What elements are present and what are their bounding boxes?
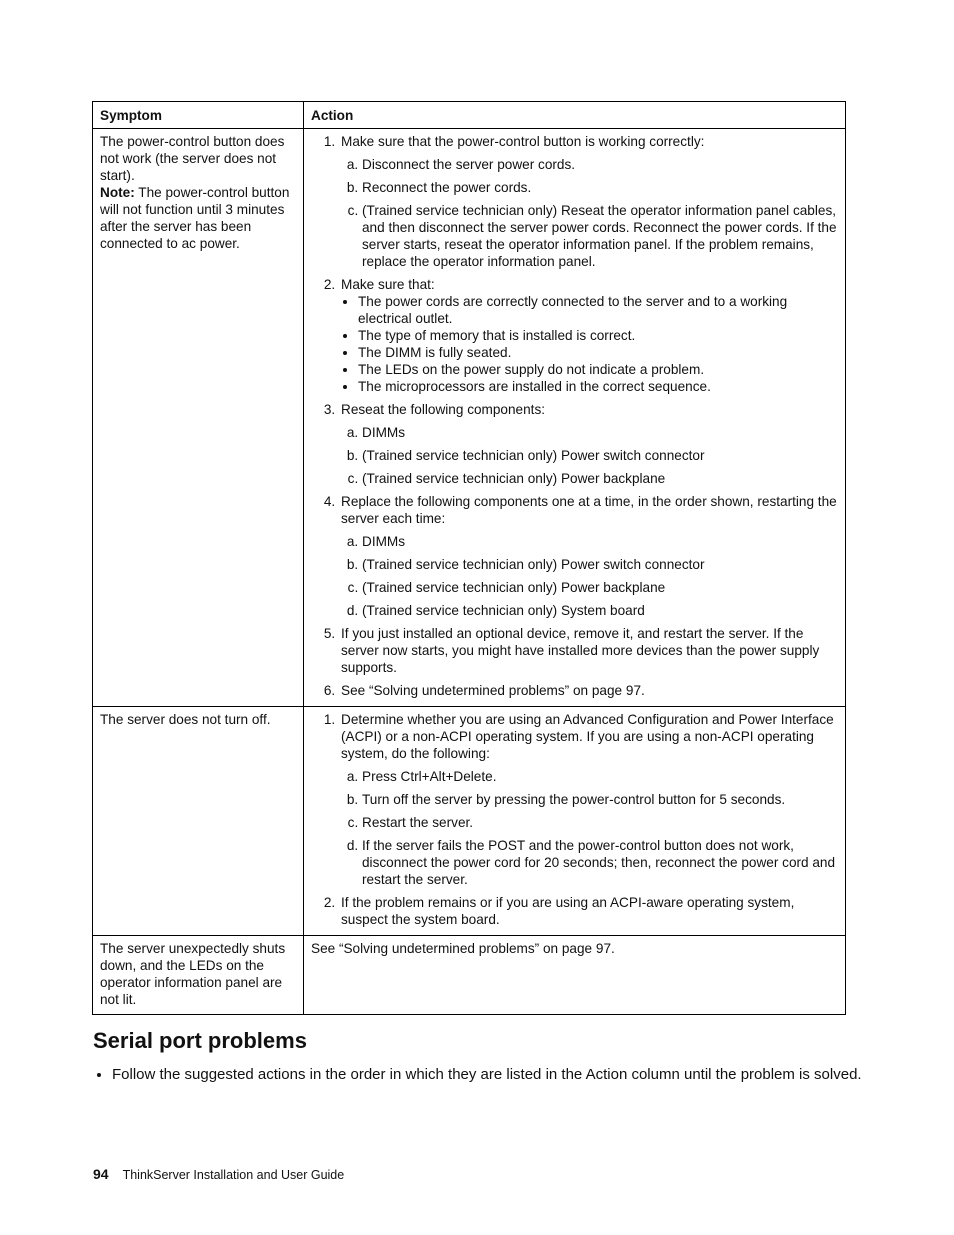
sub-step: a. Disconnect the server power cords.	[362, 156, 838, 173]
step-text: If the problem remains or if you are using an ACPI-aware operating system, suspect the system board.	[341, 895, 795, 927]
table-row	[93, 129, 846, 707]
sub-steps	[341, 533, 838, 619]
sub-step: a. Press Ctrl+Alt+Delete.	[362, 768, 838, 785]
bullet-list	[341, 293, 838, 395]
note-text: The power-control button will not function until 3 minutes after the server has been connected to ac power.	[100, 185, 290, 251]
footer-title: ThinkServer Installation and User Guide	[122, 1168, 345, 1182]
action-cell	[304, 707, 846, 936]
action-cell	[304, 936, 846, 1015]
step-text: Make sure that the power-control button is working correctly:	[341, 134, 705, 149]
table-header-row	[93, 102, 846, 129]
page-number: 94	[93, 1166, 109, 1182]
step	[339, 682, 838, 699]
bullet-item: • The power cords are correctly connected to the server and to a working electrical outlet.	[358, 293, 838, 327]
action-steps	[311, 711, 838, 928]
sub-step: b. (Trained service technician only) Power switch connector	[362, 447, 838, 464]
header-action: Action	[304, 102, 846, 129]
table-row	[93, 707, 846, 936]
step	[339, 493, 838, 619]
sub-step: c. Restart the server.	[362, 814, 838, 831]
sub-step: b. Reconnect the power cords.	[362, 179, 838, 196]
symptom-cell	[93, 707, 304, 936]
symptom-text: The server unexpectedly shuts down, and the LEDs on the operator information panel are not lit.	[100, 941, 286, 1007]
note	[100, 184, 296, 252]
bullet-item: • The DIMM is fully seated.	[358, 344, 838, 361]
sub-step: b. Turn off the server by pressing the power-control button for 5 seconds.	[362, 791, 838, 808]
sub-step: d. If the server fails the POST and the power-control button does not work, disconnect the power cord for 20 seconds; then, reconnect the power cord and restart the server.	[362, 837, 838, 888]
symptom-text: The power-control button does not work (the server does not start).	[100, 134, 285, 183]
step	[339, 133, 838, 270]
step	[339, 711, 838, 888]
symptom-cell	[93, 936, 304, 1015]
step	[339, 276, 838, 395]
sub-step: b. (Trained service technician only) Power switch connector	[362, 556, 838, 573]
step	[339, 625, 838, 676]
sub-steps	[341, 424, 838, 487]
note-label: Note:	[100, 185, 135, 200]
sub-step: c. (Trained service technician only) Reseat the operator information panel cables, and then disconnect the server power cords. Reconnect the power cords. If the server starts, reseat the operator information panel. If the problem remains, replace the operator information panel.	[362, 202, 838, 270]
bullet-item: • The type of memory that is installed is correct.	[358, 327, 838, 344]
section-bullet-list	[93, 1066, 868, 1084]
sub-steps	[341, 768, 838, 888]
table-row	[93, 936, 846, 1015]
step-text: Make sure that:	[341, 277, 435, 292]
symptom-text: The server does not turn off.	[100, 712, 271, 727]
step-text: Replace the following components one at a time, in the order shown, restarting the server each time:	[341, 494, 837, 526]
action-steps	[311, 133, 838, 699]
header-symptom: Symptom	[93, 102, 304, 129]
section-bullet-item: • Follow the suggested actions in the order in which they are listed in the Action column until the problem is solved.	[112, 1066, 868, 1084]
step	[339, 401, 838, 487]
bullet-item: • The LEDs on the power supply do not indicate a problem.	[358, 361, 838, 378]
symptom-cell	[93, 129, 304, 707]
bullet-item: • The microprocessors are installed in the correct sequence.	[358, 378, 838, 395]
step-text: Reseat the following components:	[341, 402, 546, 417]
action-cell	[304, 129, 846, 707]
step-text: See “Solving undetermined problems” on page 97.	[341, 683, 645, 698]
sub-step: c. (Trained service technician only) Power backplane	[362, 470, 838, 487]
sub-step: c. (Trained service technician only) Power backplane	[362, 579, 838, 596]
troubleshooting-table	[92, 101, 846, 1015]
sub-steps	[341, 156, 838, 270]
sub-step: a. DIMMs	[362, 424, 838, 441]
sub-step: d. (Trained service technician only) System board	[362, 602, 838, 619]
page-footer	[93, 1166, 344, 1182]
section-title: Serial port problems	[93, 1028, 307, 1053]
sub-step: a. DIMMs	[362, 533, 838, 550]
step	[339, 894, 838, 928]
action-text: See “Solving undetermined problems” on page 97.	[311, 941, 615, 956]
step-text: If you just installed an optional device, remove it, and restart the server. If the server now starts, you might have installed more devices than the power supply supports.	[341, 626, 820, 675]
step-text: Determine whether you are using an Advanced Configuration and Power Interface (ACPI) or a non-ACPI operating system. If you are using a non-ACPI operating system, do the following:	[341, 712, 834, 761]
